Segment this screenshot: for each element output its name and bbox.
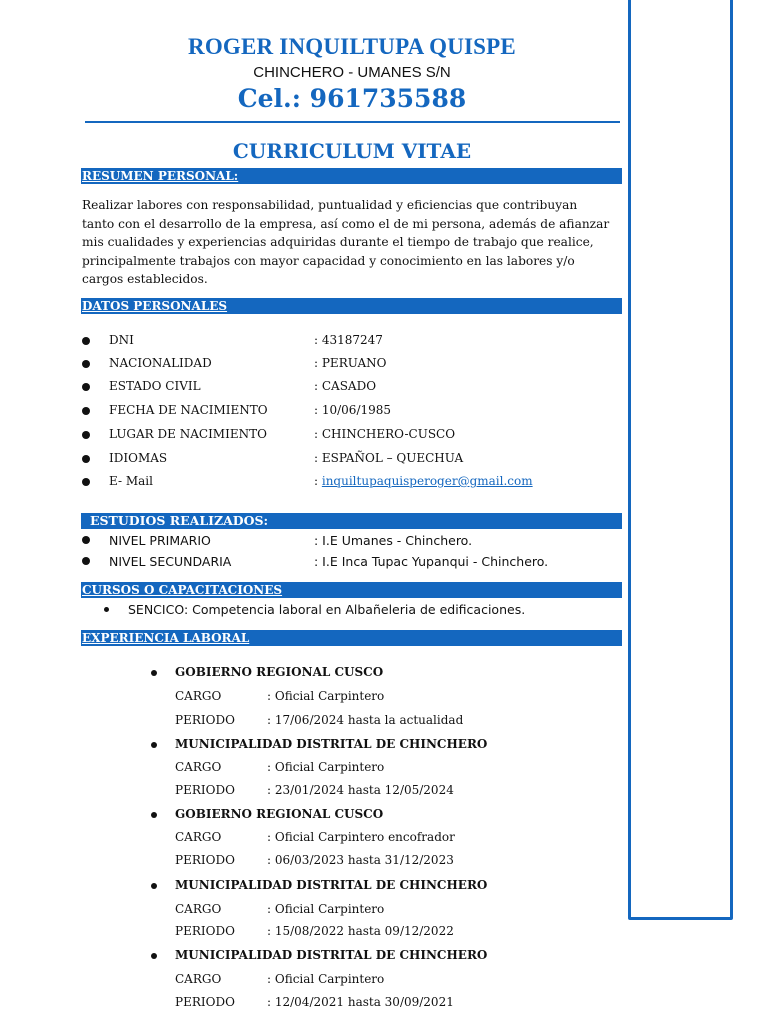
summary-paragraph: Realizar labores con responsabilidad, puntualidad y eficiencias que contribuyan tanto con el desarrollo de la empresa, así como el de mi persona, además de afianzar mis cualidades y experiencias adquiridas durante el tiempo de trabajo que realice, principalmente trabajos con mayor capacidad y conocimiento en las labores y/o cargos establecidos. <box>82 198 610 286</box>
periodo-label: PERIODO <box>175 853 235 867</box>
periodo-value: : 06/03/2023 hasta 31/12/2023 <box>267 853 454 867</box>
personal-value: : PERUANO <box>314 356 387 370</box>
document-title: CURRICULUM VITAE <box>232 139 472 163</box>
periodo-value: : 15/08/2022 hasta 09/12/2022 <box>267 924 454 938</box>
bullet-icon <box>82 407 90 415</box>
periodo-label: PERIODO <box>175 924 235 938</box>
personal-value: : CHINCHERO-CUSCO <box>314 427 456 441</box>
bullet-icon <box>104 607 109 612</box>
decorative-side-frame <box>628 0 733 920</box>
employer-name: GOBIERNO REGIONAL CUSCO <box>175 807 384 821</box>
personal-value: : 10/06/1985 <box>314 403 392 417</box>
cargo-label: CARGO <box>175 760 222 774</box>
cargo-value: : Oficial Carpintero encofrador <box>267 830 455 844</box>
periodo-label: PERIODO <box>175 783 235 797</box>
study-label: NIVEL PRIMARIO <box>109 533 211 548</box>
personal-label: DNI <box>109 333 134 347</box>
bullet-icon <box>151 812 157 818</box>
study-value: : I.E Umanes - Chinchero. <box>314 533 473 548</box>
employer-name: MUNICIPALIDAD DISTRITAL DE CHINCHERO <box>175 878 488 892</box>
candidate-address: CHINCHERO - UMANES S/N <box>253 64 451 81</box>
personal-value: : 43187247 <box>314 333 383 347</box>
study-value: : I.E Inca Tupac Yupanqui - Chinchero. <box>314 554 549 569</box>
section-header-cursos: CURSOS O CAPACITACIONES <box>81 582 622 598</box>
employer-name: GOBIERNO REGIONAL CUSCO <box>175 665 384 679</box>
personal-value <box>314 474 533 488</box>
personal-label: E- Mail <box>109 474 153 488</box>
personal-label: ESTADO CIVIL <box>109 379 201 393</box>
section-header-estudios: ESTUDIOS REALIZADOS: <box>81 513 622 529</box>
periodo-label: PERIODO <box>175 713 235 727</box>
section-header-resumen: RESUMEN PERSONAL: <box>81 168 622 184</box>
bullet-icon <box>82 536 90 544</box>
course-text: SENCICO: Competencia laboral en Albañeleria de edificaciones. <box>128 602 526 617</box>
cargo-value: : Oficial Carpintero <box>267 689 385 703</box>
employer-name: MUNICIPALIDAD DISTRITAL DE CHINCHERO <box>175 948 488 962</box>
header-divider <box>85 121 620 123</box>
bullet-icon <box>82 360 90 368</box>
periodo-value: : 17/06/2024 hasta la actualidad <box>267 713 464 727</box>
cargo-label: CARGO <box>175 830 222 844</box>
study-label: NIVEL SECUNDARIA <box>109 554 232 569</box>
periodo-value: : 12/04/2021 hasta 30/09/2021 <box>267 995 454 1009</box>
cargo-value: : Oficial Carpintero <box>267 760 385 774</box>
personal-value: : ESPAÑOL – QUECHUA <box>314 451 464 465</box>
employer-name: MUNICIPALIDAD DISTRITAL DE CHINCHERO <box>175 737 488 751</box>
personal-label: FECHA DE NACIMIENTO <box>109 403 268 417</box>
email-prefix: : <box>314 474 322 488</box>
candidate-phone: Cel.: 961735588 <box>237 84 467 113</box>
cargo-value: : Oficial Carpintero <box>267 902 385 916</box>
personal-value: : CASADO <box>314 379 377 393</box>
bullet-icon <box>82 478 90 486</box>
cargo-label: CARGO <box>175 972 222 986</box>
cargo-value: : Oficial Carpintero <box>267 972 385 986</box>
email-link[interactable]: inquiltupaquisperoger@gmail.com <box>321 474 533 488</box>
bullet-icon <box>82 337 90 345</box>
candidate-name: ROGER INQUILTUPA QUISPE <box>188 34 516 59</box>
bullet-icon <box>82 383 90 391</box>
periodo-label: PERIODO <box>175 995 235 1009</box>
personal-label: LUGAR DE NACIMIENTO <box>109 427 267 441</box>
bullet-icon <box>82 455 90 463</box>
bullet-icon <box>151 953 157 959</box>
bullet-icon <box>151 742 157 748</box>
bullet-icon <box>82 557 90 565</box>
cargo-label: CARGO <box>175 689 222 703</box>
section-header-experiencia: EXPERIENCIA LABORAL <box>81 630 622 646</box>
section-header-datos: DATOS PERSONALES <box>81 298 622 314</box>
periodo-value: : 23/01/2024 hasta 12/05/2024 <box>267 783 454 797</box>
bullet-icon <box>151 883 157 889</box>
personal-label: NACIONALIDAD <box>109 356 212 370</box>
personal-label: IDIOMAS <box>109 451 168 465</box>
bullet-icon <box>151 670 157 676</box>
bullet-icon <box>82 431 90 439</box>
cargo-label: CARGO <box>175 902 222 916</box>
